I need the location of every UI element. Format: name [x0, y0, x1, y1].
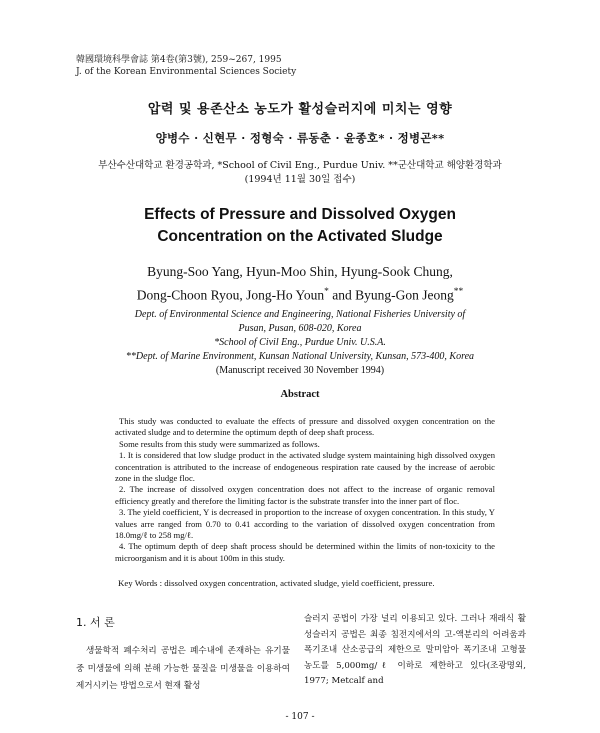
english-authors [0, 262, 600, 306]
author-names-part-2: and Byung-Gon Jeong [328, 287, 454, 303]
author-marker-2: ** [453, 287, 464, 297]
author-names-part-1: Dong-Choon Ryou, Jong-Ho Youn [136, 287, 325, 303]
body-paragraph: 슬러지 공법이 가장 널리 이용되고 있다. 그러나 재래식 활성슬러지 공법은 최종 침전지에서의 고-액분리의 어려움과 폭기조내 산소공급의 제한으로 말미암아 폭기조내 고형물 농도를 5,000mg/ℓ 이하로 제한하고 있다(조광명외, 1977; Metcalf and [304, 614, 526, 686]
english-title [0, 204, 600, 248]
english-authors-line-2 [0, 282, 600, 306]
body-column-left [76, 643, 290, 696]
affiliation-line-3: *School of Civil Eng., Purdue Univ. U.S.A. [214, 337, 386, 348]
abstract-body [115, 416, 495, 564]
manuscript-received: (Manuscript received 30 November 1994) [215, 365, 385, 376]
korean-affiliation-block [0, 159, 600, 187]
korean-received-date: (1994년 11월 30일 접수) [244, 174, 356, 185]
section-heading-introduction: 1. 서 론 [76, 616, 115, 629]
abstract-paragraph: 4. The optimum depth of deep shaft process should be determined within the limits of non-toxicity to the microorganism and it is about 100m in this study. [115, 541, 495, 563]
abstract-paragraph: 1. It is considered that low sludge product in the activated sludge system maintaining high dissolved oxygen concentration is attributed to the increase of endogeneous respiration rate caused by the increase of aerobic zone in the sludge floc. [115, 450, 495, 484]
affiliation-line-4: **Dept. of Marine Environment, Kunsan National University, Kunsan, 573-400, Korea [125, 351, 475, 362]
korean-authors: 양병수 · 신현무 · 정형숙 · 류동춘 · 윤종호* · 정병곤** [155, 131, 445, 145]
journal-header-english: J. of the Korean Environmental Sciences Society [76, 67, 297, 77]
keywords: Key Words : dissolved oxygen concentration, activated sludge, yield coefficient, pressure. [118, 578, 435, 588]
korean-affiliation: 부산수산대학교 환경공학과, *School of Civil Eng., Purdue Univ. **군산대학교 해양환경학과 [98, 160, 502, 171]
abstract-paragraph: Some results from this study were summarized as follows. [119, 438, 320, 449]
abstract-heading: Abstract [280, 389, 320, 400]
abstract-paragraph: 2. The increase of dissolved oxygen concentration does not affect to the increase of organic removal efficiency greatly and therefore the limiting factor is the substrate transfer into the inner part of floc. [115, 484, 495, 506]
affiliation-line-1: Dept. of Environmental Science and Engineering, National Fisheries University of [134, 309, 466, 320]
journal-header-korean: 韓國環境科學會誌 第4卷(第3號), 259~267, 1995 [76, 55, 282, 65]
abstract-paragraph: 3. The yield coefficient, Y is decreased in proportion to the increase of oxygen concentration. In this study, Y values arre ranged from 0.70 to 0.41 according to the variation of dissolved oxygen concentration from 18.0mg/ℓ to 258 mg/ℓ. [115, 507, 495, 541]
english-title-line-1: Effects of Pressure and Dissolved Oxygen [144, 206, 456, 223]
journal-header [76, 54, 296, 78]
page-number: - 107 - [285, 712, 315, 722]
abstract-paragraph: This study was conducted to evaluate the effects of pressure and dissolved oxygen concentration on the activated sludge and to determine the optimum depth of deep shaft process. [115, 416, 495, 438]
author-marker-1: * [324, 287, 329, 297]
body-paragraph: 생물학적 폐수처리 공법은 폐수내에 존재하는 유기물중 미생물에 의해 분해 가능한 물질을 미생물을 이용하여 제거시키는 방법으로서 현재 활성 [76, 646, 290, 691]
english-affiliations [0, 308, 600, 378]
english-title-line-2: Concentration on the Activated Sludge [157, 228, 443, 245]
affiliation-line-2: Pusan, Pusan, 608-020, Korea [238, 323, 362, 334]
korean-title: 압력 및 용존산소 농도가 활성슬러지에 미치는 영향 [147, 102, 453, 117]
english-authors-line-1: Byung-Soo Yang, Hyun-Moo Shin, Hyung-Sook Chung, [147, 264, 453, 279]
body-column-right [304, 612, 526, 690]
